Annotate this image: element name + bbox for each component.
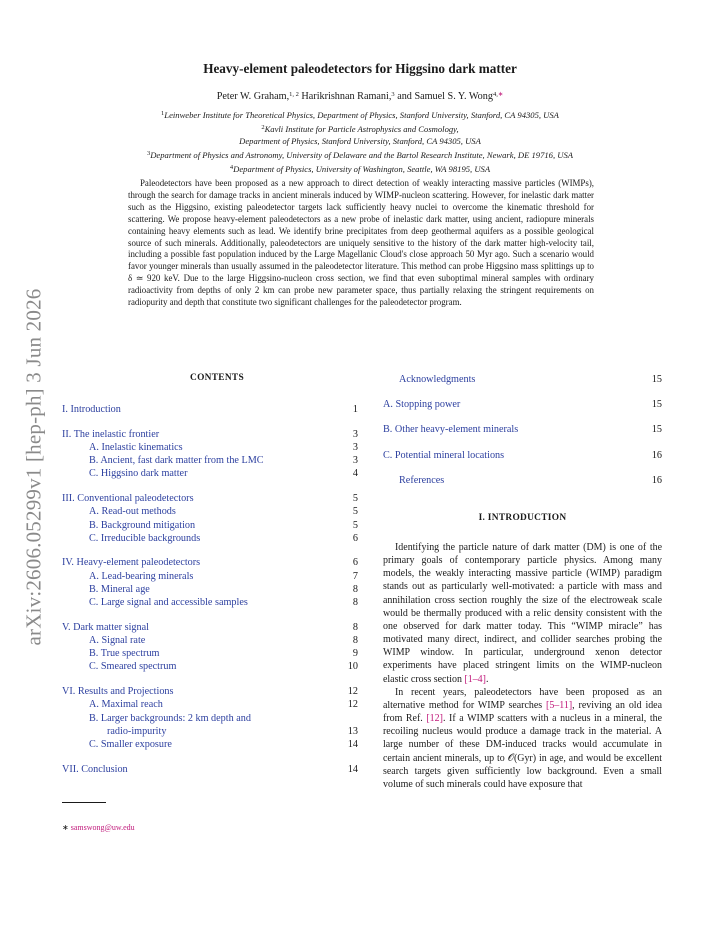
toc-entry-page: 1 <box>352 404 358 415</box>
affiliation-line <box>40 136 680 148</box>
toc-entry-label[interactable]: B. Ancient, fast dark matter from the LMC <box>89 455 264 467</box>
affiliation-list <box>40 108 680 176</box>
toc-entry[interactable] <box>62 556 358 569</box>
toc-entry[interactable] <box>62 763 358 776</box>
paragraph-text: Identifying the particle nature of dark matter (DM) is one of the primary goals of contemporary particle physics. Among many models, the weakly interacting massive particle (WIMP) paradigm stands out as particularly well-motivated: a particle with mass and annihilation cross section roughly the size of the electroweak scale would be thermally produced with a relic density consistent with the one observed for dark matter today. This “WIMP miracle” has motivated many direct, indirect, and collider searches probing the WIMP window. In particular, underground xenon detector experiments have placed stringent limits on the WIMP-nucleon elastic cross section <box>383 542 662 685</box>
toc-entry-label[interactable]: C. Irreducible backgrounds <box>89 532 201 544</box>
toc-entry-page: 8 <box>352 621 358 633</box>
paper-title: Heavy-element paleodetectors for Higgsino dark matter <box>203 61 517 76</box>
author-graham-affil: 1, 2 <box>289 91 299 98</box>
toc-entry-page: 14 <box>347 763 358 775</box>
citation-link[interactable]: [1–4] <box>464 673 486 685</box>
abstract: Paleodetectors have been proposed as a new approach to direct detection of weakly interacting massive particles (WIMPs), through the search for damage tracks in ancient minerals induced by WIMP-nucleon scattering. However, for inelastic dark matter such as the Higgsino, existing paleodetector targets lack sufficiently heavy nuclei to overcome the kinematic threshold for scattering. We propose heavy-element paleodetectors as a new probe of inelastic dark matter, using ancient, radiopure minerals containing heavy elements such as lead. We identify brine precipitates from deep geothermal aquifers as a possible geological source of such minerals. Additionally, paleodetectors are uniquely sensitive to the history of the dark matter high-velocity tail, including a possible fast population induced by the Large Magellanic Cloud's close approach 50 Myr ago. Such a scenario would favor younger minerals than usually assumed in the paleodetector literature. This method can probe Higgsino mass splittings up to δ ≃ 920 keV. Due to the large Higgsino-nucleon cross section, we find that even suboptimal mineral samples with ordinary radioactivity from depths of only 2 km can probe new parameter space, thus partially relaxing the stringent requirements on radiopurity and depth that constitute two significant challenges for the paleodetector program. <box>128 178 594 308</box>
paragraph-text: . <box>485 673 489 685</box>
toc-entry[interactable] <box>62 519 358 532</box>
toc-entry-label[interactable]: C. Smeared spectrum <box>89 661 177 673</box>
toc-entry-label[interactable]: C. Large signal and accessible samples <box>89 597 248 609</box>
toc-entry-page: 13 <box>347 725 358 737</box>
toc-entry-label[interactable]: A. Lead-bearing minerals <box>89 570 194 582</box>
toc-entry-label[interactable]: B. Mineral age <box>89 583 150 595</box>
toc-entry-label[interactable]: A. Stopping power <box>383 399 461 411</box>
toc-entry-label[interactable]: VI. Results and Projections <box>62 686 174 698</box>
toc-entry[interactable] <box>62 492 358 505</box>
toc-entry-label[interactable]: B. True spectrum <box>89 648 160 660</box>
toc-entry-page: 15 <box>651 424 662 436</box>
toc-entry[interactable] <box>62 725 358 738</box>
toc-entry[interactable] <box>62 660 358 673</box>
toc-entry-label[interactable]: II. The inelastic frontier <box>62 428 160 440</box>
author-graham: Peter W. Graham, <box>216 91 290 102</box>
toc-entry[interactable] <box>62 467 358 480</box>
toc-entry-label[interactable]: III. Conventional paleodetectors <box>62 493 194 505</box>
section-heading-introduction: I. INTRODUCTION <box>478 513 567 523</box>
affiliation-line <box>40 122 680 136</box>
table-of-contents <box>62 403 358 776</box>
toc-entry[interactable] <box>62 505 358 518</box>
toc-entry[interactable] <box>62 698 358 711</box>
arxiv-identifier-text: arXiv:2606.05299v1 [hep-ph] 3 Jun 2026 <box>21 288 46 646</box>
toc-entry-page: 6 <box>352 557 358 569</box>
toc-entry-page: 12 <box>347 699 358 711</box>
toc-entry-label[interactable]: A. Read-out methods <box>89 506 176 518</box>
toc-entry-page: 5 <box>352 493 358 505</box>
affiliation-line <box>40 108 680 122</box>
paragraph-text: , reviving an old idea from Ref. <box>383 699 662 725</box>
affiliation-line <box>40 162 680 176</box>
toc-entry[interactable] <box>62 441 358 454</box>
affiliation-text: Leinweber Institute for Theoretical Physics, Department of Physics, Stanford University, Stanford, CA 94305, USA <box>164 110 559 120</box>
toc-entry-page: 15 <box>651 374 662 385</box>
affiliation-line <box>40 148 680 162</box>
toc-entry[interactable] <box>62 685 358 698</box>
toc-entry-page: 9 <box>352 648 358 660</box>
toc-entry-page: 16 <box>651 449 662 461</box>
affiliation-mark: 4 <box>229 163 234 171</box>
toc-entry[interactable] <box>383 474 662 499</box>
toc-entry-label[interactable]: B. Other heavy-element minerals <box>383 424 519 436</box>
paragraph-text: . If a WIMP scatters with a nucleus in a mineral, the recoiling nucleus would produce a damage track in the material. A large number of these DM-induced tracks would accumulate in certain ancient minerals, up to 𝒪(Gyr) in age, and would be excellent search targets given sufficiently low background. Even a small volume of such minerals could have exposure that <box>383 713 662 790</box>
arxiv-identifier-stamp <box>14 262 54 672</box>
affiliation-text: Department of Physics, University of Washington, Seattle, WA 98195, USA <box>233 163 491 174</box>
toc-entry[interactable] <box>383 449 662 474</box>
toc-entry-page: 3 <box>352 428 358 440</box>
footnote-rule <box>62 802 106 803</box>
footnote-mark: ∗ <box>62 823 69 832</box>
toc-entry-page: 8 <box>352 597 358 609</box>
toc-entry-label[interactable]: VII. Conclusion <box>62 763 128 775</box>
author-ramani: Harikrishnan Ramani, <box>298 91 392 102</box>
toc-entry-label[interactable]: B. Background mitigation <box>89 519 196 531</box>
email-link[interactable]: samswong@uw.edu <box>70 823 135 832</box>
toc-entry-label[interactable]: IV. Heavy-element paleodetectors <box>62 557 201 569</box>
author-list <box>60 90 660 102</box>
toc-entry-label[interactable]: C. Potential mineral locations <box>383 449 505 461</box>
toc-entry-page: 15 <box>651 399 662 411</box>
author-wong: and Samuel S. Y. Wong <box>394 91 493 102</box>
toc-entry[interactable] <box>62 712 358 725</box>
toc-entry-label[interactable]: C. Higgsino dark matter <box>89 468 188 480</box>
toc-entry-label[interactable]: I. Introduction <box>62 404 121 415</box>
affiliation-mark: 2 <box>261 123 265 131</box>
toc-entry[interactable] <box>62 621 358 634</box>
toc-entry-page: 5 <box>352 519 358 531</box>
toc-entry-label[interactable]: radio-impurity <box>107 725 167 737</box>
toc-entry-page: 5 <box>352 506 358 518</box>
paragraph <box>383 686 662 791</box>
toc-entry-page: 12 <box>347 686 358 698</box>
author-ramani-affil: 3 <box>391 91 395 98</box>
affiliation-text: Kavli Institute for Particle Astrophysics and Cosmology, <box>264 123 459 134</box>
citation-link[interactable]: [5–11] <box>546 699 573 711</box>
toc-entry-page: 8 <box>352 583 358 595</box>
toc-entry-label[interactable]: B. Larger backgrounds: 2 km depth and <box>89 712 251 724</box>
author-wong-affil <box>493 91 503 98</box>
toc-entry[interactable] <box>62 428 358 441</box>
contents-heading: CONTENTS <box>190 373 244 383</box>
toc-entry-label[interactable]: A. Maximal reach <box>89 699 163 711</box>
toc-entry[interactable] <box>383 398 662 423</box>
toc-entry-label[interactable]: A. Inelastic kinematics <box>89 441 183 453</box>
footnote <box>62 823 135 832</box>
toc-entry-page: 7 <box>352 570 358 582</box>
toc-entry-label[interactable]: References <box>399 474 445 486</box>
introduction-body <box>383 541 662 791</box>
toc-entry[interactable] <box>62 647 358 660</box>
toc-entry-page: 6 <box>352 532 358 544</box>
toc-entry-page: 8 <box>352 635 358 646</box>
toc-entry[interactable] <box>62 596 358 609</box>
toc-entry[interactable] <box>62 634 358 647</box>
toc-entry[interactable] <box>383 373 662 398</box>
toc-entry-page: 4 <box>352 468 358 480</box>
toc-entry-label[interactable]: V. Dark matter signal <box>62 621 149 633</box>
toc-entry[interactable] <box>383 423 662 448</box>
toc-entry-page: 3 <box>352 441 358 453</box>
table-of-contents-continued <box>383 373 662 499</box>
paragraph <box>383 541 662 686</box>
toc-entry[interactable] <box>62 570 358 583</box>
toc-entry-page: 10 <box>347 661 358 673</box>
corresponding-author-link[interactable]: ∗ <box>497 91 504 98</box>
toc-entry-page: 14 <box>347 738 358 750</box>
affiliation-text: Department of Physics and Astronomy, University of Delaware and the Bartol Research Institute, Newark, DE 19716, USA <box>150 149 574 160</box>
affiliation-mark: 3 <box>146 149 151 157</box>
toc-entry-page: 16 <box>651 474 662 486</box>
author-wong-affil-number: 4, <box>492 91 498 98</box>
toc-entry[interactable] <box>62 532 358 545</box>
paragraph-text: In recent years, paleodetectors have been proposed as an alternative method for WIMP searches <box>383 686 662 711</box>
toc-entry[interactable] <box>62 583 358 596</box>
toc-entry-label[interactable]: A. Signal rate <box>89 635 146 646</box>
citation-link[interactable]: [12] <box>426 713 443 725</box>
toc-entry[interactable] <box>62 454 358 467</box>
toc-entry-label[interactable]: C. Smaller exposure <box>89 738 172 750</box>
toc-entry-page: 3 <box>352 455 358 467</box>
affiliation-text: Department of Physics, Stanford University, Stanford, CA 94305, USA <box>239 135 481 146</box>
toc-entry[interactable] <box>62 403 358 416</box>
affiliation-mark: 1 <box>161 110 165 117</box>
toc-entry[interactable] <box>62 738 358 751</box>
toc-entry-label[interactable]: Acknowledgments <box>399 374 476 385</box>
